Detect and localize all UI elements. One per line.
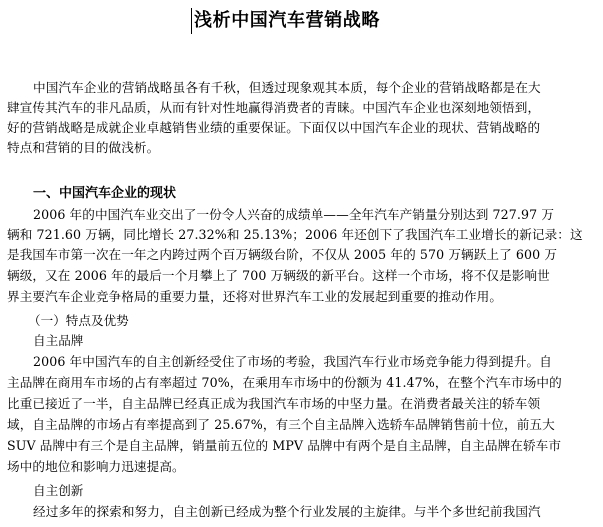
intro-line-4: 特点和营销的目的做浅析。 [7,140,160,155]
section1-line-5: 界主要汽车企业竞争格局的重要力量，还将对世界汽车工业的发展起到重要的推动作用。 [7,289,503,304]
topic1-line-3: 比重已接近了一半，自主品牌已经真正成为我国汽车市场的中坚力量。在消费者最关注的轿车领 [7,396,541,411]
intro-line-2: 肆宣传其汽车的非凡品质，从而有针对性地赢得消费者的青睐。中国汽车企业也深刻地领悟到， [7,100,541,115]
topic1-line-4: 域，自主品牌的市场占有率提高到了 25.67%，有三个自主品牌入选轿车品牌销售前十位，前五大 [7,417,555,432]
intro-line-3: 好的营销战略是成就企业卓越销售业绩的重要保证。下面仅以中国汽车企业的现状、营销战略的 [7,120,541,135]
section-heading: 一、中国汽车企业的现状 [33,186,177,201]
topic1-line-5: SUV 品牌中有三个是自主品牌，销量前五位的 MPV 品牌中有两个是自主品牌，自主品牌在轿车市 [7,438,562,453]
section1-line-2: 辆和 721.60 万辆，同比增长 27.32%和 25.13%；2006 年还创下了我国汽车工业增长的新记录：这 [7,227,583,242]
topic2-line-1: 经过多年的探索和努力，自主创新已经成为整个行业发展的主旋律。与半个多世纪前我国汽 [33,504,541,519]
subsection-heading: （一）特点及优势 [28,313,129,328]
intro-line-1: 中国汽车企业的营销战略虽各有千秋，但透过现象观其本质，每个企业的营销战略都是在大 [33,80,541,95]
section1-line-1: 2006 年的中国汽车业交出了一份令人兴奋的成绩单——全年汽车产销量分别达到 727.97 万 [33,207,555,222]
topic-heading-2: 自主创新 [33,483,84,498]
text-cursor [191,8,192,34]
topic-heading-1: 自主品牌 [33,333,84,348]
document-title: 浅析中国汽车营销战略 [194,10,380,31]
section1-line-3: 是我国车市第一次在一年之内跨过两个百万辆级台阶，不仅从 2005 年的 570 万辆跃上了 600 万 [7,247,558,262]
topic1-line-2: 主品牌在商用车市场的占有率超过 70%，在乘用车市场中的份额为 41.47%，在整个汽车市场中的 [7,375,562,390]
topic1-line-1: 2006 年中国汽车的自主创新经受住了市场的考验，我国汽车行业市场竞争能力得到提升。自 [33,354,552,369]
section1-line-4: 辆级，又在 2006 年的最后一个月攀上了 700 万辆级的新平台。这样一个市场，将不仅是影响世 [7,268,550,283]
topic1-line-6: 场中的地位和影响力迅速提高。 [7,459,185,474]
